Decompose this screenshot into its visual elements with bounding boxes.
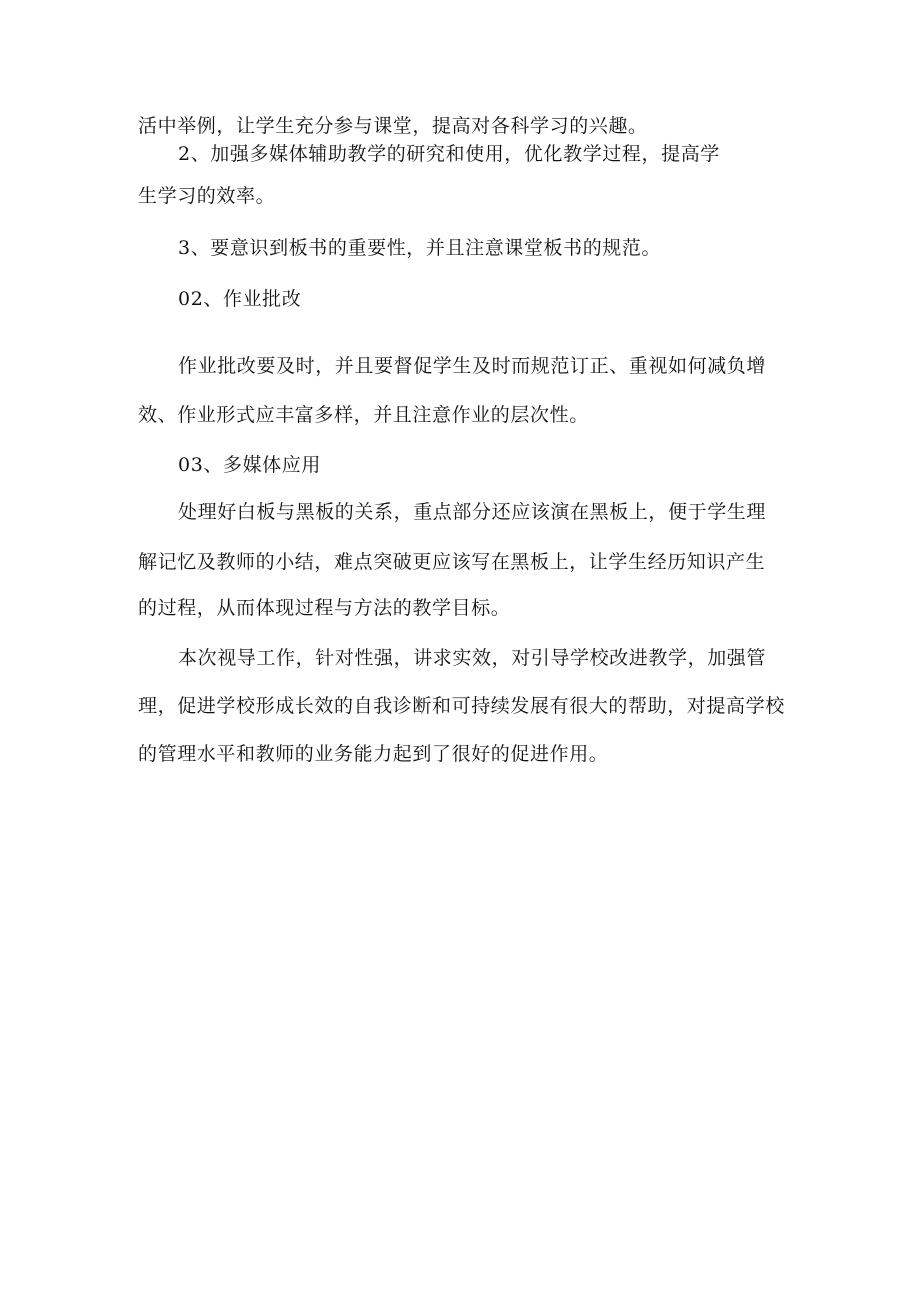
text-line: 的管理水平和教师的业务能力起到了很好的促进作用。 — [138, 743, 609, 765]
text-line: 处理好白板与黑板的关系，重点部分还应该演在黑板上，便于学生理 — [178, 501, 767, 523]
text-line: 本次视导工作，针对性强，讲求实效，对引导学校改进教学，加强管 — [178, 647, 767, 669]
text-line: 2、加强多媒体辅助教学的研究和使用，优化教学过程，提高学 — [178, 143, 720, 165]
text-line: 解记忆及教师的小结，难点突破更应该写在黑板上，让学生经历知识产生 — [138, 551, 766, 573]
text-line: 3、要意识到板书的重要性，并且注意课堂板书的规范。 — [178, 237, 662, 259]
text-line: 生学习的效率。 — [138, 185, 276, 207]
text-line: 的过程，从而体现过程与方法的教学目标。 — [138, 597, 511, 619]
section-heading: 03、多媒体应用 — [178, 454, 321, 476]
text-line: 效、作业形式应丰富多样，并且注意作业的层次性。 — [138, 404, 589, 426]
text-line: 活中举例，让学生充分参与课堂，提高对各科学习的兴趣。 — [138, 115, 648, 137]
text-line: 理，促进学校形成长效的自我诊断和可持续发展有很大的帮助，对提高学校 — [138, 695, 785, 717]
section-heading: 02、作业批改 — [178, 288, 302, 310]
text-line: 作业批改要及时，并且要督促学生及时而规范订正、重视如何减负增 — [178, 355, 767, 377]
